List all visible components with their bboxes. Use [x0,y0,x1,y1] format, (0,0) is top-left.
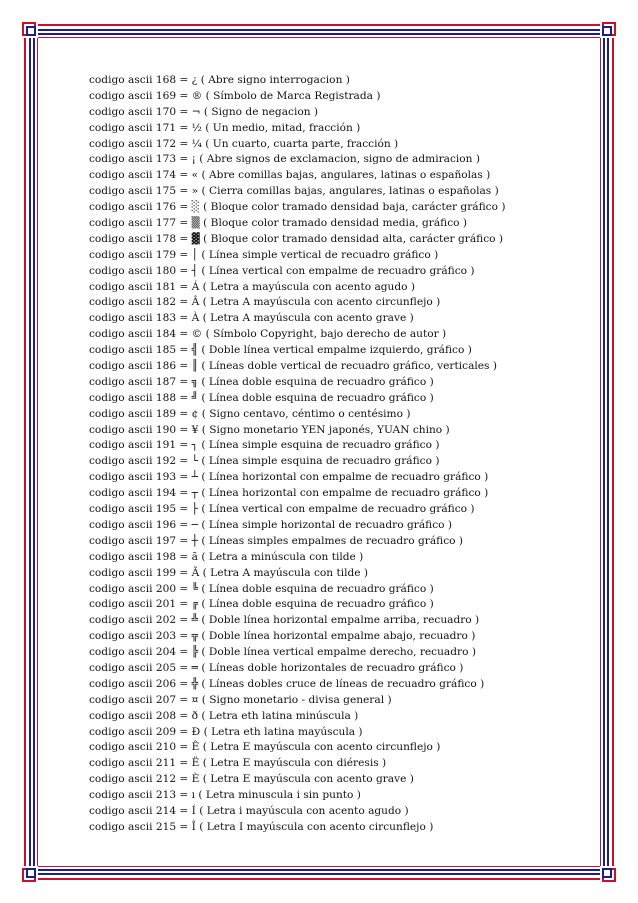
ascii-entry: codigo ascii 170 = ¬ ( Signo de negacion ) [89,105,319,118]
ascii-entry: codigo ascii 169 = ® ( Símbolo de Marca Registrada ) [89,89,381,102]
ascii-entry: codigo ascii 211 = Ë ( Letra E mayúscula con diéresis ) [89,757,387,770]
ascii-entry: codigo ascii 193 = ┴ ( Línea horizontal con empalme de recuadro gráfico ) [89,471,489,484]
ascii-entry: codigo ascii 179 = │ ( Línea simple vertical de recuadro gráfico ) [89,248,439,261]
ascii-entry: codigo ascii 191 = ┐ ( Línea simple esquina de recuadro gráfico ) [89,439,440,452]
ascii-entry: codigo ascii 183 = À ( Letra A mayúscula con acento grave ) [89,312,414,325]
ascii-entry: codigo ascii 177 = ▒ ( Bloque color tramado densidad media, gráfico ) [89,217,468,230]
ascii-entry: codigo ascii 188 = ╝ ( Línea doble esquina de recuadro gráfico ) [89,391,434,404]
ascii-entry: codigo ascii 174 = « ( Abre comillas bajas, angulares, latinas o españolas ) [89,169,491,182]
corner-ornament-bottom-right [600,866,618,884]
ascii-entry: codigo ascii 185 = ╣ ( Doble línea vertical empalme izquierdo, gráfico ) [89,344,472,357]
ascii-entry: codigo ascii 204 = ╠ ( Doble línea vertical empalme derecho, recuadro ) [89,646,476,659]
ascii-entry: codigo ascii 206 = ╬ ( Líneas dobles cruce de líneas de recuadro gráfico ) [89,677,485,690]
ascii-entry: codigo ascii 212 = È ( Letra E mayúscula con acento grave ) [89,773,414,786]
ascii-entry: codigo ascii 196 = ─ ( Línea simple horizontal de recuadro gráfico ) [89,518,453,531]
ascii-entry: codigo ascii 214 = Í ( Letra i mayúscula con acento agudo ) [89,804,409,817]
ascii-entry: codigo ascii 184 = © ( Símbolo Copyright, bajo derecho de autor ) [89,328,447,341]
ascii-entry: codigo ascii 176 = ░ ( Bloque color tramado densidad baja, carácter gráfico ) [89,201,506,214]
ascii-entry: codigo ascii 190 = ¥ ( Signo monetario YEN japonés, YUAN chino ) [89,423,450,436]
ascii-entry: codigo ascii 200 = ╚ ( Línea doble esquina de recuadro gráfico ) [89,582,434,595]
ascii-entry: codigo ascii 201 = ╔ ( Línea doble esquina de recuadro gráfico ) [89,598,434,611]
ascii-entry: codigo ascii 207 = ¤ ( Signo monetario - divisa general ) [89,693,392,706]
ascii-code-list [89,73,559,836]
ascii-entry: codigo ascii 208 = ð ( Letra eth latina minúscula ) [89,709,359,722]
ascii-entry: codigo ascii 168 = ¿ ( Abre signo interrogacion ) [89,74,350,86]
ascii-entry: codigo ascii 203 = ╦ ( Doble línea horizontal empalme abajo, recuadro ) [89,630,476,643]
ascii-entry: codigo ascii 213 = ı ( Letra minuscula i sin punto ) [89,789,361,802]
ascii-entry: codigo ascii 175 = » ( Cierra comillas bajas, angulares, latinas o españolas ) [89,185,499,198]
ascii-entry: codigo ascii 195 = ├ ( Línea vertical con empalme de recuadro gráfico ) [89,503,475,516]
ascii-entry: codigo ascii 171 = ½ ( Un medio, mitad, fracción ) [89,121,361,134]
ascii-entry: codigo ascii 198 = ã ( Letra a minúscula con tilde ) [89,550,364,563]
ascii-entry: codigo ascii 199 = Ã ( Letra A mayúscula con tilde ) [89,566,369,579]
ascii-entry: codigo ascii 215 = Î ( Letra I mayúscula con acento circunflejo ) [89,820,434,833]
ascii-entry: codigo ascii 187 = ╗ ( Línea doble esquina de recuadro gráfico ) [89,375,434,388]
ascii-entry: codigo ascii 194 = ┬ ( Línea horizontal con empalme de recuadro gráfico ) [89,487,489,500]
ascii-entry: codigo ascii 173 = ¡ ( Abre signos de exclamacion, signo de admiracion ) [89,153,480,166]
ascii-entry: codigo ascii 172 = ¼ ( Un cuarto, cuarta parte, fracción ) [89,137,399,150]
ascii-entry: codigo ascii 189 = ¢ ( Signo centavo, céntimo o centésimo ) [89,407,411,420]
ascii-entry: codigo ascii 178 = ▓ ( Bloque color tramado densidad alta, carácter gráfico ) [89,232,504,245]
ascii-entry: codigo ascii 209 = Ð ( Letra eth latina mayúscula ) [89,725,363,738]
ascii-entry: codigo ascii 210 = Ê ( Letra E mayúscula con acento circunflejo ) [89,741,441,754]
ascii-entry: codigo ascii 202 = ╩ ( Doble línea horizontal empalme arriba, recuadro ) [89,614,480,627]
corner-ornament-bottom-left [20,866,38,884]
ascii-entry: codigo ascii 181 = Á ( Letra a mayúscula con acento agudo ) [89,280,416,293]
ascii-entry: codigo ascii 182 = Â ( Letra A mayúscula con acento circunflejo ) [89,296,441,309]
ascii-entry: codigo ascii 186 = ║ ( Líneas doble vertical de recuadro gráfico, verticales ) [89,360,497,373]
ascii-entry: codigo ascii 205 = ═ ( Líneas doble horizontales de recuadro gráfico ) [89,661,464,674]
ascii-entry: codigo ascii 197 = ┼ ( Líneas simples empalmes de recuadro gráfico ) [89,534,464,547]
ascii-entry: codigo ascii 180 = ┤ ( Línea vertical con empalme de recuadro gráfico ) [89,264,475,277]
ascii-entry: codigo ascii 192 = └ ( Línea simple esquina de recuadro gráfico ) [89,455,440,468]
corner-ornament-top-right [600,20,618,38]
corner-ornament-top-left [20,20,38,38]
